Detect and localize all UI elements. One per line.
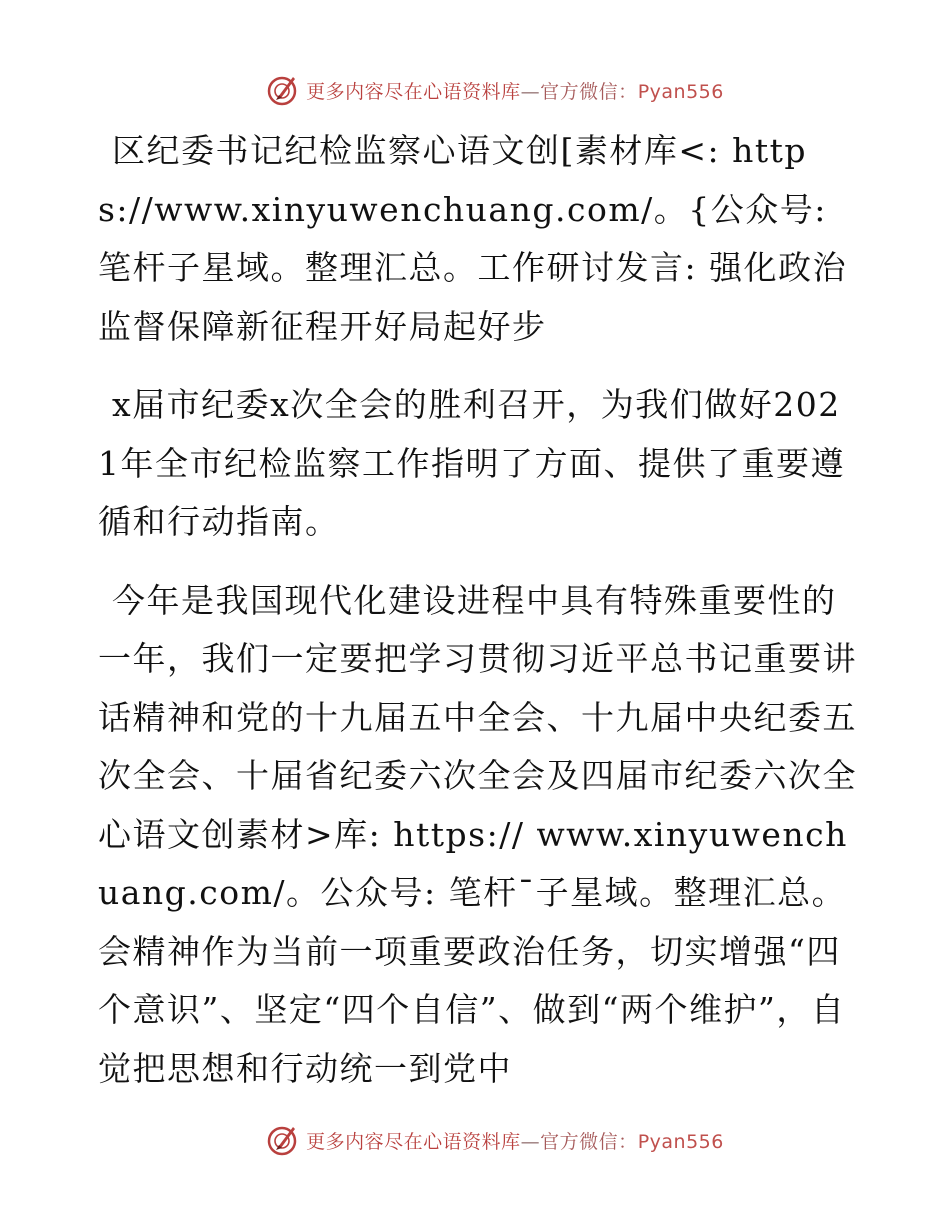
document-body xyxy=(98,122,858,1098)
footer-wechat-label: 官方微信： xyxy=(540,1130,638,1153)
header-slogan-line xyxy=(306,77,724,104)
footer-separator: — xyxy=(520,1130,541,1153)
paragraph-intro: x届市纪委x次全会的胜利召开，为我们做好2021年全市纪检监察工作指明了方面、提供了重要遵循和行动指南。 xyxy=(98,385,845,541)
header-wechat-id: Pyan556 xyxy=(637,80,724,103)
footer-banner-inner xyxy=(266,1123,724,1157)
footer-slogan-line xyxy=(306,1127,724,1154)
quill-logo-icon xyxy=(266,1123,300,1157)
header-banner-inner xyxy=(266,73,724,107)
footer-wechat-id: Pyan556 xyxy=(637,1130,724,1153)
footer-banner xyxy=(0,1120,950,1160)
quill-logo-icon xyxy=(266,73,300,107)
header-separator: — xyxy=(520,80,541,103)
paragraph-main: 今年是我国现代化建设进程中具有特殊重要性的一年，我们一定要把学习贯彻习近平总书记重要讲话精神和党的十九届五中全会、十九届中央纪委五次全会、十届省纪委六次全会及四届市纪委六次全心语文创素材>库: https:// www.xinyuwenchuang.com/。公众号: 笔杆¯子星域。整理汇总。会精神作为当前一项重要政治任务，切实增强“四个意识”、坚定“四个自信”、做到“两个维护”，自觉把思想和行动统一到党中 xyxy=(98,580,857,1088)
paragraph-title: 区纪委书记纪检监察心语文创[素材库<: https://www.xinyuwenchuang.com/。{公众号: 笔杆子星域。整理汇总。工作研讨发言: 强化政治监督保障新征程开好局起好步 xyxy=(98,131,848,346)
header-slogan: 更多内容尽在心语资料库 xyxy=(306,80,521,103)
header-wechat-label: 官方微信： xyxy=(540,80,638,103)
footer-slogan: 更多内容尽在心语资料库 xyxy=(306,1130,521,1153)
header-banner xyxy=(0,70,950,110)
